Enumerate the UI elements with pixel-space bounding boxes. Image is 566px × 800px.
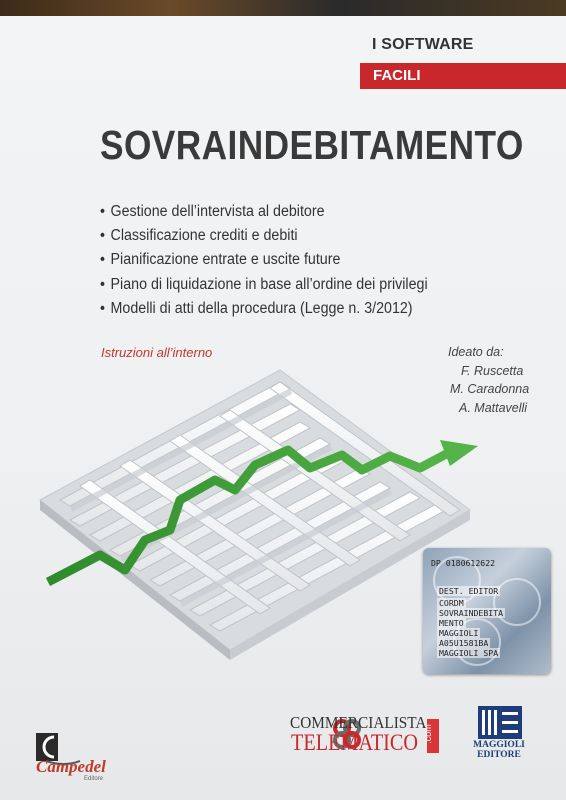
sticker-line: DP 0180612622 [431,558,496,568]
maggioli-logo-line1: MAGGIOLI [473,740,525,750]
campedel-logo-sub: Editore [84,776,104,782]
feature-item: • Modelli di atti della procedura (Legge n. 3/2012) [100,297,428,321]
commercialista-logo-com: .com [422,724,433,744]
series-tag-label: FACILI [373,67,421,84]
feature-item: • Classificazione crediti e debiti [100,224,428,248]
authors-heading: Ideato da: [448,345,504,359]
sticker-line: CORDM [439,598,464,608]
instructions-note: Istruzioni all’interno [101,345,213,360]
feature-item: • Gestione dell’intervista al debitore [100,200,428,224]
top-strip [0,0,566,16]
sticker-line: MENTO [439,618,464,628]
feature-item: • Pianificazione entrate e uscite future [100,248,428,272]
commercialista-logo-top: COMMERCIALISTA [290,713,427,732]
author-name: A. Mattavelli [459,400,528,415]
maggioli-logo-text [467,740,531,760]
feature-item: • Piano di liquidazione in base all’ordine dei privilegi [100,273,428,297]
series-tag [360,63,566,89]
product-title: SOVRAINDEBITAMENTO [100,122,524,168]
campedel-logo-text: Campedel [36,757,106,776]
sticker-line: MAGGIOLI SPA [439,648,499,658]
maggioli-logo-line2: EDITORE [477,750,521,760]
series-label: I SOFTWARE [372,36,474,53]
sticker-line: DEST. EDITOR [439,586,499,596]
hologram-sticker [423,548,551,674]
commercialista-logo-bottom: TELEMATICO [291,730,419,755]
sticker-line: SOVRAINDEBITA [439,608,504,618]
sticker-line: A05U1581BA [439,638,489,648]
sticker-line: MAGGIOLI [439,628,479,638]
author-name: M. Caradonna [450,382,530,396]
maggioli-logo-mark [478,706,522,739]
commercialista-logo-tld [422,719,439,753]
path-arrowhead [440,440,478,466]
author-name: F. Ruscetta [461,363,524,378]
feature-list [100,200,456,321]
